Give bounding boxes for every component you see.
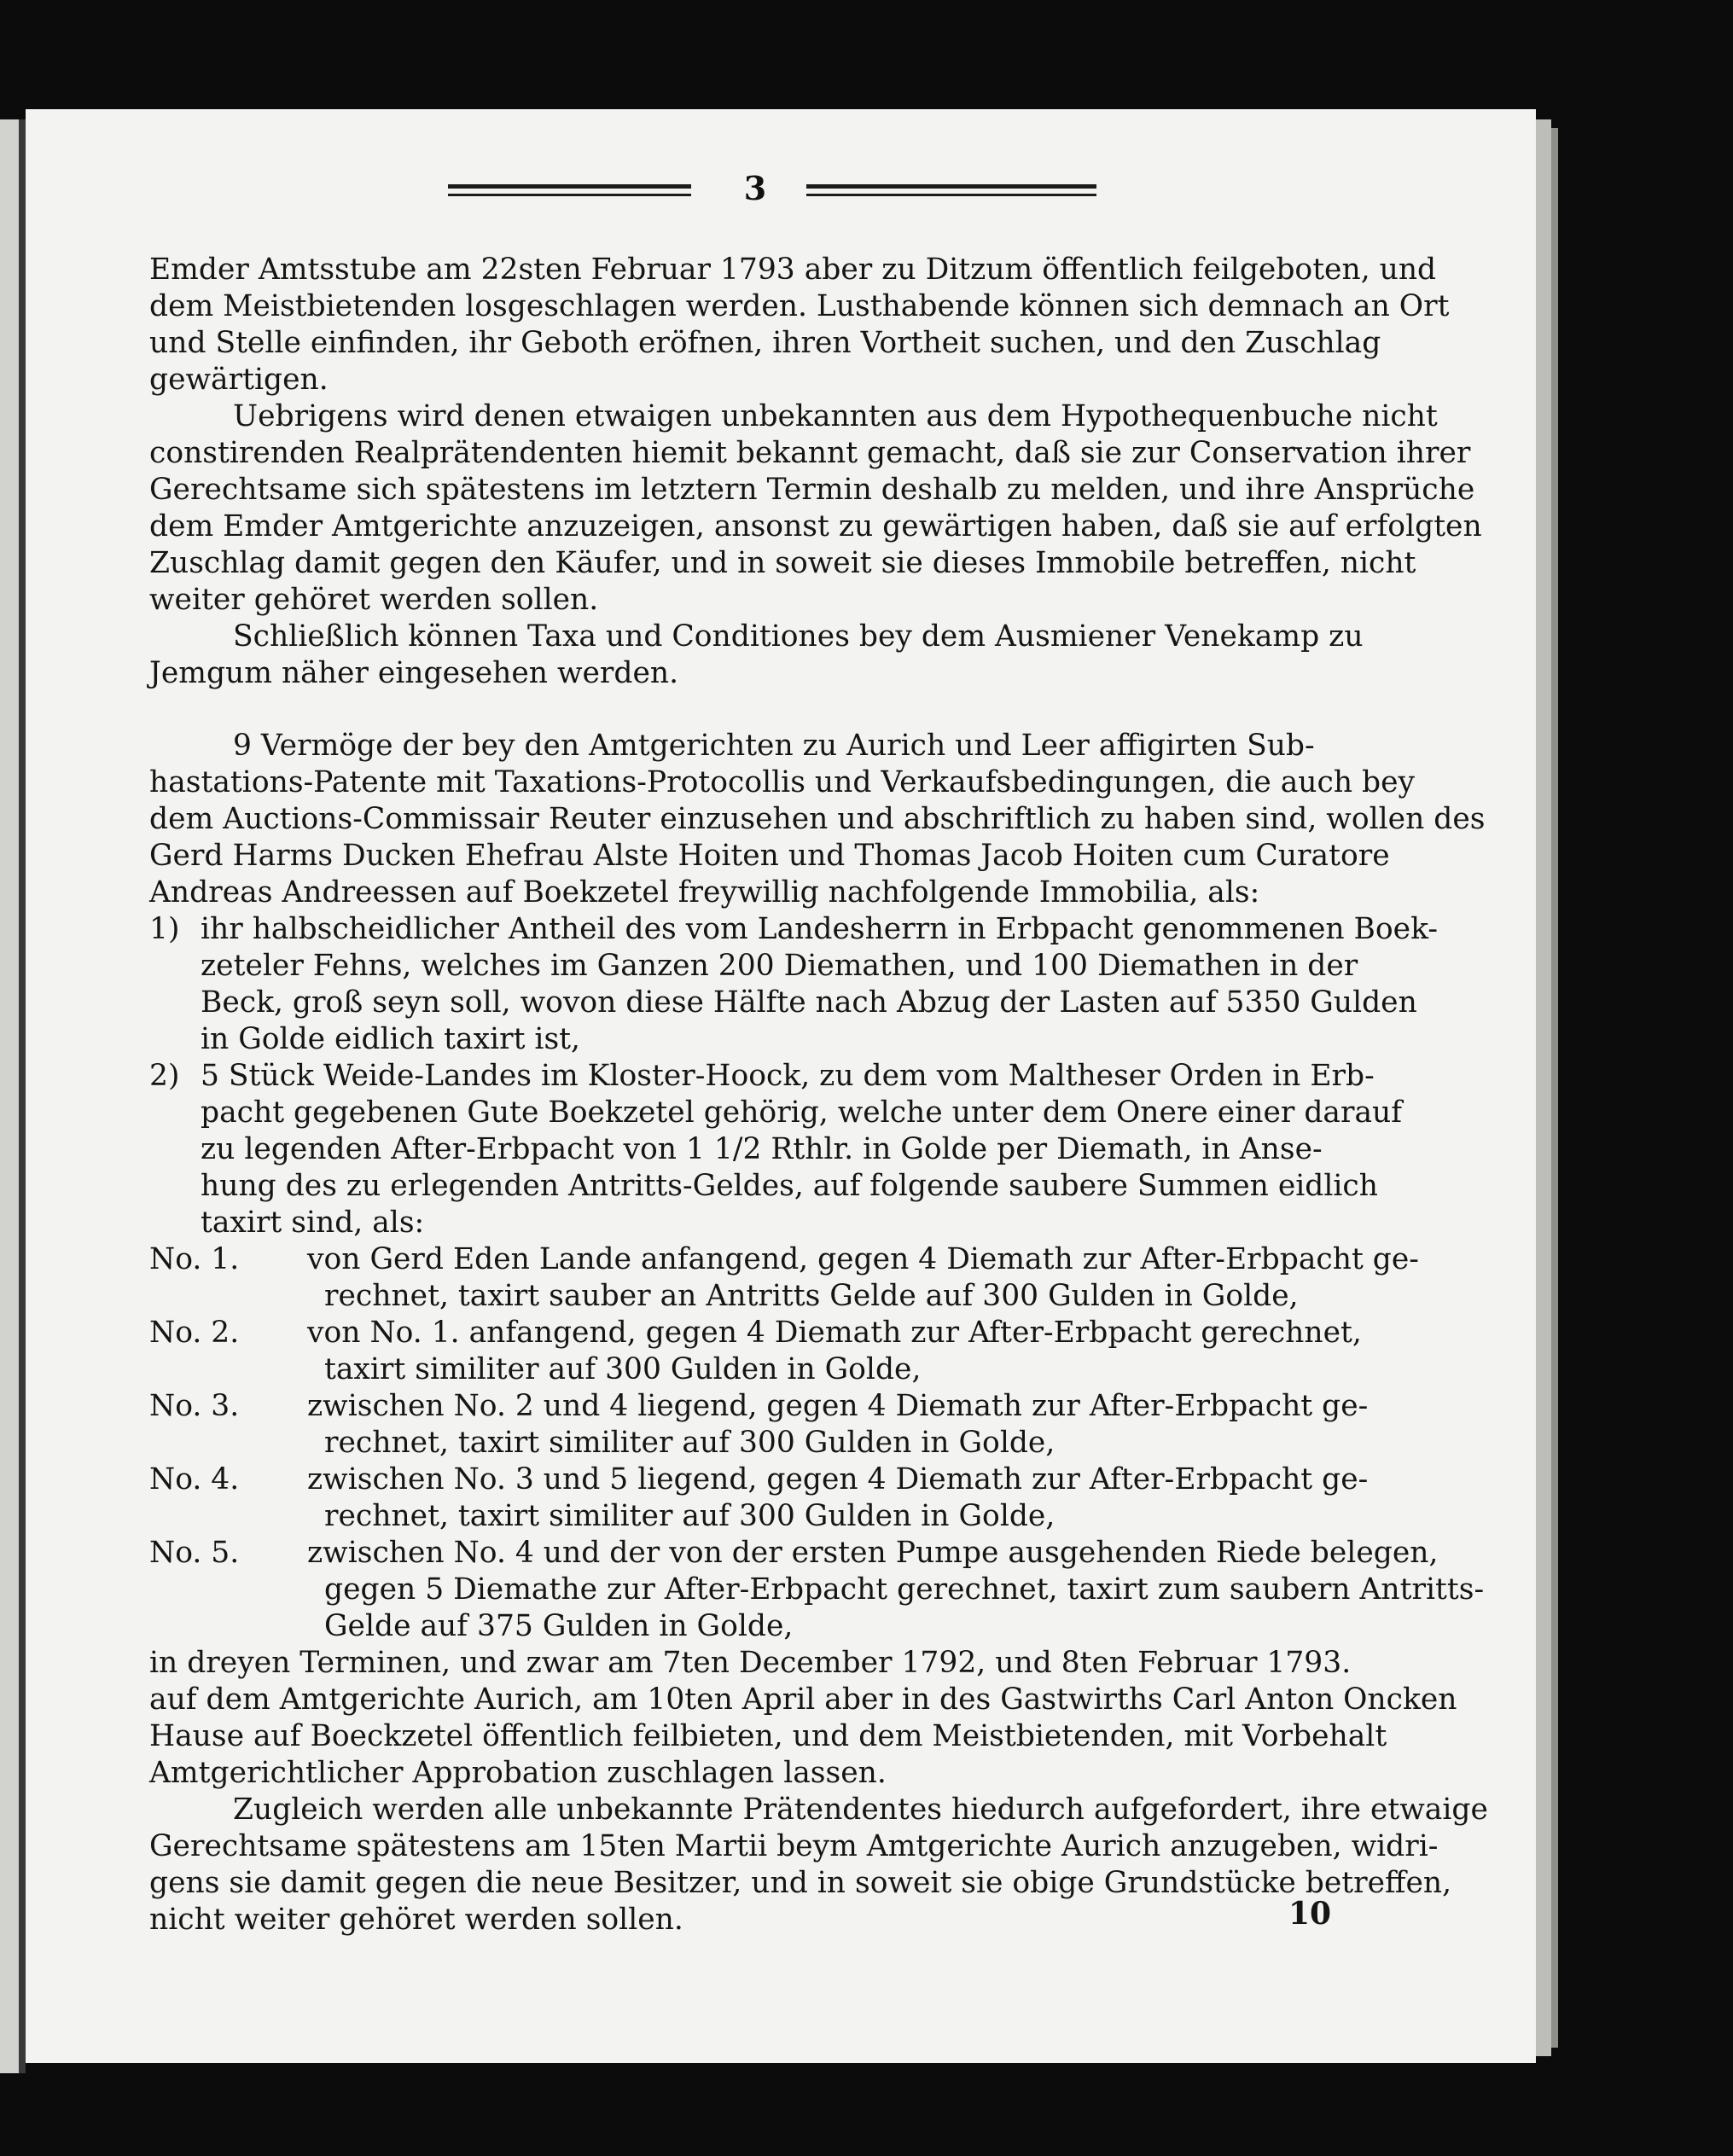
- text-line: Jemgum näher eingesehen werden.: [149, 656, 679, 690]
- text-line: hastations-Patente mit Taxations-Protocollis und Verkaufsbedingungen, die auch bey: [149, 765, 1416, 799]
- list-item: [149, 1388, 1385, 1425]
- page-number: 3: [743, 169, 767, 207]
- text-line: Uebrigens wird denen etwaigen unbekannten aus dem Hypothequenbuche nicht: [233, 399, 1438, 433]
- text-line: Emder Amtsstube am 22sten Februar 1793 aber zu Ditzum öffentlich feilgeboten, und: [149, 253, 1437, 287]
- text-line: constirenden Realprätendenten hiemit bekannt gemacht, daß sie zur Conservation ihrer: [149, 436, 1471, 470]
- text-line: pacht gegebenen Gute Boekzetel gehörig, welche unter dem Onere einer darauf: [201, 1095, 1403, 1130]
- text-line: hung des zu erlegenden Antritts-Geldes, auf folgende saubere Summen eidlich: [201, 1169, 1378, 1203]
- text-line: Gerechtsame sich spätestens im letztern Termin deshalb zu melden, und ihre Ansprüche: [149, 473, 1475, 507]
- text-line: in dreyen Terminen, und zwar am 7ten December 1792, und 8ten Februar 1793.: [149, 1646, 1352, 1680]
- list-item: [149, 1535, 1439, 1572]
- text-line: Beck, groß seyn soll, wovon diese Hälfte nach Abzug der Lasten auf 5350 Gulden: [201, 985, 1417, 1020]
- text-line: Amtgerichtlicher Approbation zuschlagen lassen.: [149, 1756, 887, 1790]
- text-line: nicht weiter gehöret werden sollen.: [149, 1903, 683, 1937]
- header-rule-right: [806, 184, 1096, 196]
- item-number: No. 3.: [149, 1389, 240, 1423]
- text-line: gens sie damit gegen die neue Besitzer, und in soweit sie obige Grundstücke betreffen,: [149, 1866, 1452, 1900]
- text-line: dem Emder Amtgerichte anzuzeigen, ansonst zu gewärtigen haben, daß sie auf erfolgten: [149, 509, 1482, 543]
- text-line: Schließlich können Taxa und Conditiones bey dem Ausmiener Venekamp zu: [233, 619, 1364, 654]
- text-line: Gelde auf 375 Gulden in Golde,: [324, 1609, 794, 1643]
- text-line: rechnet, taxirt similiter auf 300 Gulden in Golde,: [324, 1499, 1056, 1533]
- page-stack-edge: [1536, 119, 1551, 2056]
- item-number: No. 1.: [149, 1242, 240, 1276]
- body-text: [149, 252, 1488, 1938]
- item-number: 2): [149, 1059, 180, 1093]
- list-item: [149, 1462, 1385, 1498]
- text-line: in Golde eidlich taxirt ist,: [201, 1022, 580, 1056]
- text-line: zwischen No. 2 und 4 liegend, gegen 4 Diemath zur After-Erbpacht ge-: [307, 1389, 1369, 1423]
- book-gutter: [19, 119, 26, 2073]
- text-line: gegen 5 Diemathe zur After-Erbpacht gerechnet, taxirt zum saubern Antritts-: [324, 1572, 1485, 1607]
- text-line: 5 Stück Weide-Landes im Kloster-Hoock, zu dem vom Maltheser Orden in Erb-: [201, 1059, 1375, 1093]
- item-number: No. 2.: [149, 1316, 240, 1350]
- list-item: [149, 1241, 1419, 1278]
- page-stack-shadow: [1551, 128, 1558, 2048]
- text-line: von Gerd Eden Lande anfangend, gegen 4 Diemath zur After-Erbpacht ge-: [307, 1242, 1419, 1276]
- text-line: ihr halbscheidlicher Antheil des vom Landesherrn in Erbpacht genommenen Boek-: [201, 912, 1439, 946]
- text-line: und Stelle einfinden, ihr Geboth eröfnen, ihren Vortheit suchen, und den Zuschlag: [149, 326, 1381, 360]
- text-line: Gerechtsame spätestens am 15ten Martii beym Amtgerichte Aurich anzugeben, widri-: [149, 1829, 1439, 1863]
- text-line: taxirt similiter auf 300 Gulden in Golde,: [324, 1352, 922, 1386]
- catchword: 10: [1288, 1896, 1332, 1932]
- text-line: zwischen No. 3 und 5 liegend, gegen 4 Diemath zur After-Erbpacht ge-: [307, 1462, 1369, 1496]
- text-line: zeteler Fehns, welches im Ganzen 200 Diemathen, und 100 Diemathen in der: [201, 949, 1358, 983]
- list-item: [149, 911, 1439, 948]
- text-line: Zuschlag damit gegen den Käufer, und in soweit sie dieses Immobile betreffen, nicht: [149, 546, 1416, 580]
- text-line: zwischen No. 4 und der von der ersten Pumpe ausgehenden Riede belegen,: [307, 1536, 1439, 1570]
- text-line: dem Meistbietenden losgeschlagen werden. Lusthabende können sich demnach an Ort: [149, 289, 1450, 323]
- text-line: Gerd Harms Ducken Ehefrau Alste Hoiten und Thomas Jacob Hoiten cum Curatore: [149, 839, 1390, 873]
- text-line: taxirt sind, als:: [201, 1206, 425, 1240]
- list-item: [149, 1315, 1385, 1351]
- item-number: No. 4.: [149, 1462, 240, 1496]
- text-line: Hause auf Boeckzetel öffentlich feilbieten, und dem Meistbietenden, mit Vorbehalt: [149, 1719, 1387, 1753]
- paragraph-gap: [149, 692, 1385, 728]
- text-line: 9 Vermöge der bey den Amtgerichten zu Aurich und Leer affigirten Sub-: [233, 729, 1315, 763]
- item-number: 1): [149, 912, 180, 946]
- header-rule-left: [448, 184, 691, 196]
- text-line: dem Auctions-Commissair Reuter einzusehen und abschriftlich zu haben sind, wollen des: [149, 802, 1486, 836]
- text-line: rechnet, taxirt sauber an Antritts Gelde auf 300 Gulden in Golde,: [324, 1279, 1299, 1313]
- text-line: weiter gehöret werden sollen.: [149, 583, 599, 617]
- text-line: Zugleich werden alle unbekannte Prätendentes hiedurch aufgefordert, ihre etwaige: [233, 1793, 1488, 1827]
- text-line: von No. 1. anfangend, gegen 4 Diemath zur After-Erbpacht gerechnet,: [307, 1316, 1362, 1350]
- text-line: rechnet, taxirt similiter auf 300 Gulden in Golde,: [324, 1426, 1056, 1460]
- text-line: auf dem Amtgerichte Aurich, am 10ten April aber in des Gastwirths Carl Anton Oncken: [149, 1682, 1457, 1717]
- list-item: [149, 1058, 1385, 1095]
- text-line: Andreas Andreessen auf Boekzetel freywillig nachfolgende Immobilia, als:: [149, 875, 1260, 909]
- page-header: [448, 169, 1096, 212]
- text-line: zu legenden After-Erbpacht von 1 1/2 Rthlr. in Golde per Diemath, in Anse-: [201, 1132, 1323, 1166]
- text-line: gewärtigen.: [149, 363, 329, 397]
- item-number: No. 5.: [149, 1536, 240, 1570]
